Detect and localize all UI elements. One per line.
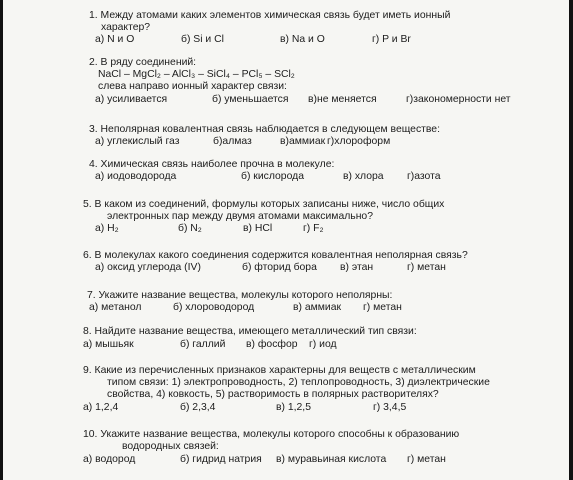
question-3-option-c: в)аммиак	[280, 136, 326, 147]
question-3-option-d: г)хлороформ	[327, 136, 391, 147]
question-10-option-c: в) муравьиная кислота	[276, 454, 387, 465]
question-9-option-d: г) 3,4,5	[373, 402, 407, 413]
question-5-option-b: б) N₂	[178, 223, 202, 234]
question-7-option-d: г) метан	[363, 302, 402, 313]
question-8-option-c: в) фосфор	[246, 339, 298, 350]
question-4-option-d: г)азота	[407, 171, 441, 182]
question-3-option-b: б)алмаз	[213, 136, 252, 147]
question-10-option-a: а) водород	[83, 454, 136, 465]
question-5-option-d: г) F₂	[303, 223, 324, 234]
question-5-option-a: а) H₂	[95, 223, 119, 234]
question-2-option-a: а) усиливается	[95, 94, 168, 105]
question-10-option-b: б) гидрид натрия	[180, 454, 262, 465]
question-2-option-c: в)не меняется	[308, 94, 377, 105]
worksheet-page	[3, 0, 569, 480]
question-2-option-b: б) уменьшается	[212, 94, 289, 105]
question-10-line-1: 10. Укажите название вещества, молекулы которого способны к образованию	[83, 429, 460, 440]
question-8-line-1: 8. Найдите название вещества, имеющего металлический тип связи:	[83, 326, 417, 337]
question-1-option-a: а) N и O	[95, 34, 135, 45]
question-1-option-d: г) P и Br	[372, 34, 411, 45]
question-5-option-c: в) HCl	[243, 223, 273, 234]
question-4-option-a: а) иодоводорода	[95, 171, 177, 182]
question-9-option-a: а) 1,2,4	[83, 402, 119, 413]
question-5-line-2: электронных пар между двумя атомами максимально?	[107, 211, 373, 222]
question-6-line-1: 6. В молекулах какого соединения содержится ковалентная неполярная связь?	[83, 250, 468, 261]
question-7-option-c: в) аммиак	[293, 302, 342, 313]
question-1-line-2: характер?	[101, 22, 151, 33]
question-1-option-c: в) Na и O	[280, 34, 325, 45]
question-3-line-1: 3. Неполярная ковалентная связь наблюдается в следующем веществе:	[89, 124, 440, 135]
question-7-option-a: а) метанол	[89, 302, 142, 313]
question-2-option-d: г)закономерности нет	[406, 94, 511, 105]
question-4-line-1: 4. Химическая связь наиболее прочна в молекуле:	[89, 159, 335, 170]
question-6-option-a: а) оксид углерода (IV)	[95, 262, 201, 273]
question-5-line-1: 5. В каком из соединений, формулы которых записаны ниже, число общих	[83, 199, 445, 210]
question-4-option-b: б) кислорода	[241, 171, 304, 182]
question-6-option-d: г) метан	[407, 262, 446, 273]
question-7-line-1: 7. Укажите название вещества, молекулы которого неполярны:	[87, 290, 393, 301]
question-3-option-a: а) углекислый газ	[95, 136, 180, 147]
question-9-option-c: в) 1,2,5	[276, 402, 311, 413]
question-1-option-b: б) Si и Cl	[181, 34, 224, 45]
question-2-line-3: слева направо ионный характер связи:	[98, 81, 287, 92]
question-2-line-1: 2. В ряду соединений:	[89, 57, 197, 68]
question-10-option-d: г) метан	[407, 454, 446, 465]
question-8-option-d: г) иод	[309, 339, 337, 350]
question-2-line-2: NaCl – MgCl₂ – AlCl₃ – SiCl₄ – PCl₅ – SCl₂	[98, 69, 295, 80]
question-10-line-2: водородных связей:	[122, 441, 219, 452]
question-7-option-b: б) хлороводород	[173, 302, 255, 313]
question-9-line-3: свойства, 4) ковкость, 5) растворимость в полярных растворителях?	[107, 389, 439, 400]
question-9-option-b: б) 2,3,4	[180, 402, 216, 413]
question-8-option-a: а) мышьяк	[83, 339, 134, 350]
question-8-option-b: б) галлий	[180, 339, 226, 350]
question-4-option-c: в) хлора	[343, 171, 384, 182]
question-1-line-1: 1. Между атомами каких элементов химическая связь будет иметь ионный	[89, 10, 451, 21]
question-6-option-c: в) этан	[340, 262, 374, 273]
question-6-option-b: б) фторид бора	[242, 262, 317, 273]
question-9-line-1: 9. Какие из перечисленных признаков характерны для веществ с металлическим	[83, 365, 476, 376]
question-9-line-2: типом связи: 1) электропроводность, 2) теплопроводность, 3) диэлектрические	[107, 377, 490, 388]
